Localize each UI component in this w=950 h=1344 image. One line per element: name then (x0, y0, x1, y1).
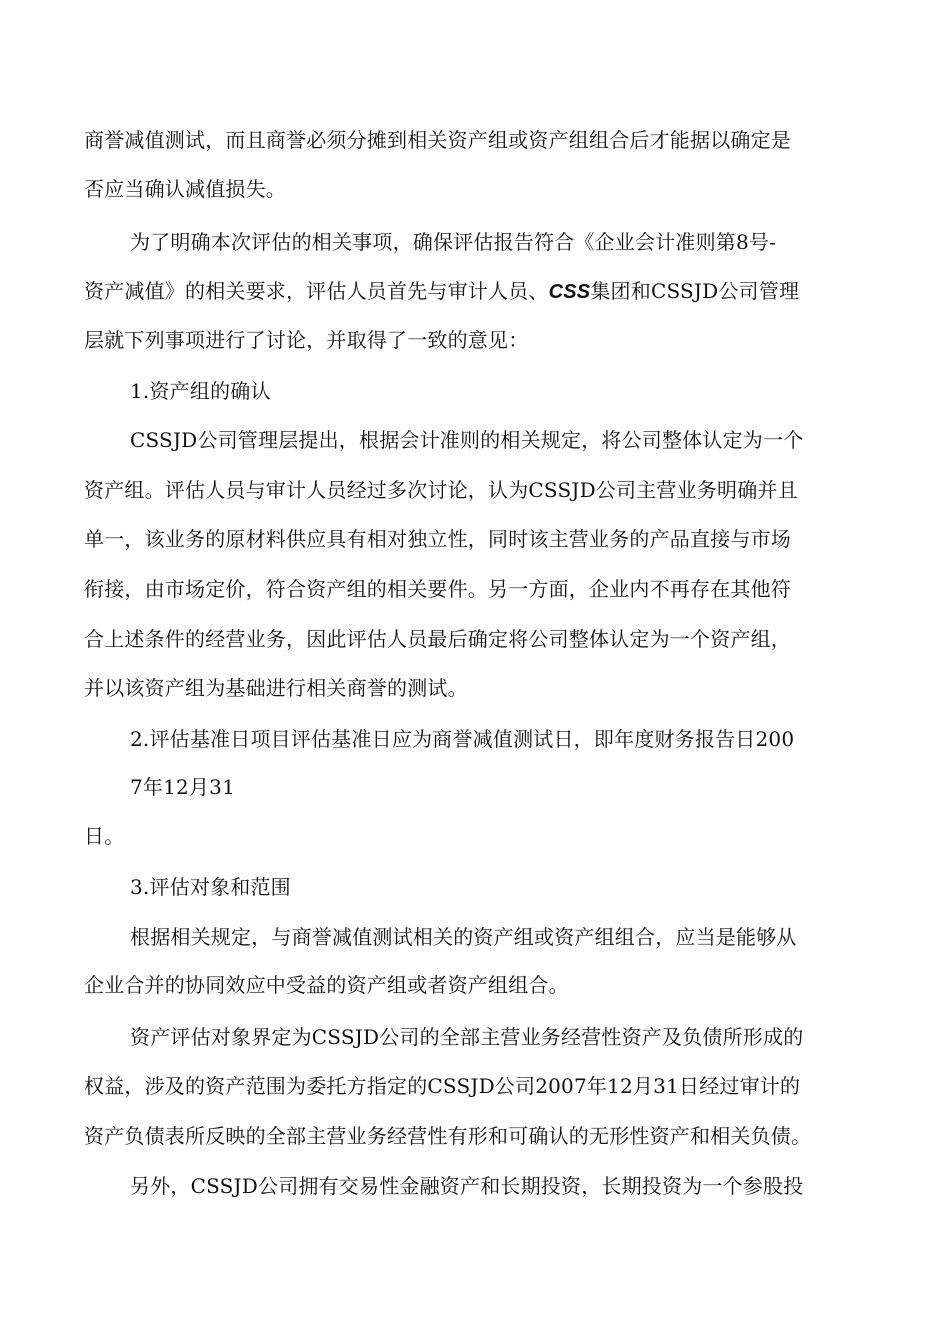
paragraph-line: 单一，该业务的原材料供应具有相对独立性，同时该主营业务的产品直接与市场 (84, 527, 791, 551)
paragraph-line: 合上述条件的经营业务，因此评估人员最后确定将公司整体认定为一个资产组， (84, 627, 791, 651)
section-heading: 1.资产组的确认 (130, 379, 271, 403)
line-text: 集团和CSSJD公司管理 (590, 279, 800, 303)
paragraph-line: 日。 (84, 824, 125, 848)
paragraph-line: 7年12月31 (130, 775, 236, 799)
section-heading: 3.评估对象和范围 (130, 875, 291, 899)
paragraph-line: 层就下列事项进行了讨论，并取得了一致的意见： (84, 328, 529, 352)
paragraph-line: 另外，CSSJD公司拥有交易性金融资产和长期投资，长期投资为一个参股投 (130, 1174, 804, 1198)
paragraph-line: 资产组。评估人员与审计人员经过多次讨论，认为CSSJD公司主营业务明确并且 (84, 478, 798, 502)
paragraph-line: 否应当确认减值损失。 (84, 177, 286, 201)
paragraph-line: 并以该资产组为基础进行相关商誉的测试。 (84, 676, 468, 700)
paragraph-line: 企业合并的协同效应中受益的资产组或者资产组组合。 (84, 973, 569, 997)
paragraph-line: CSSJD公司管理层提出，根据会计准则的相关规定，将公司整体认定为一个 (130, 428, 804, 452)
paragraph-line: 资产评估对象界定为CSSJD公司的全部主营业务经营性资产及负债所形成的 (130, 1025, 804, 1049)
paragraph-line: 为了明确本次评估的相关事项，确保评估报告符合《企业会计准则第8号- (130, 230, 777, 254)
paragraph-line: 根据相关规定，与商誉减值测试相关的资产组或资产组组合，应当是能够从 (130, 925, 797, 949)
line-text: 资产减值》的相关要求，评估人员首先与审计人员、 (84, 279, 549, 303)
css-group-name: CSS (548, 281, 591, 303)
paragraph-line: 资产负债表所反映的全部主营业务经营性有形和可确认的无形性资产和相关负债。 (84, 1124, 812, 1148)
paragraph-line: 商誉减值测试，而且商誉必须分摊到相关资产组或资产组组合后才能据以确定是 (84, 128, 791, 152)
section-heading: 2.评估基准日项目评估基准日应为商誉减值测试日，即年度财务报告日200 (130, 727, 795, 751)
paragraph-line: 衔接，由市场定价，符合资产组的相关要件。另一方面，企业内不再存在其他符 (84, 577, 791, 601)
paragraph-line: 权益，涉及的资产范围为委托方指定的CSSJD公司2007年12月31日经过审计的 (84, 1074, 801, 1098)
paragraph-line (84, 279, 799, 303)
